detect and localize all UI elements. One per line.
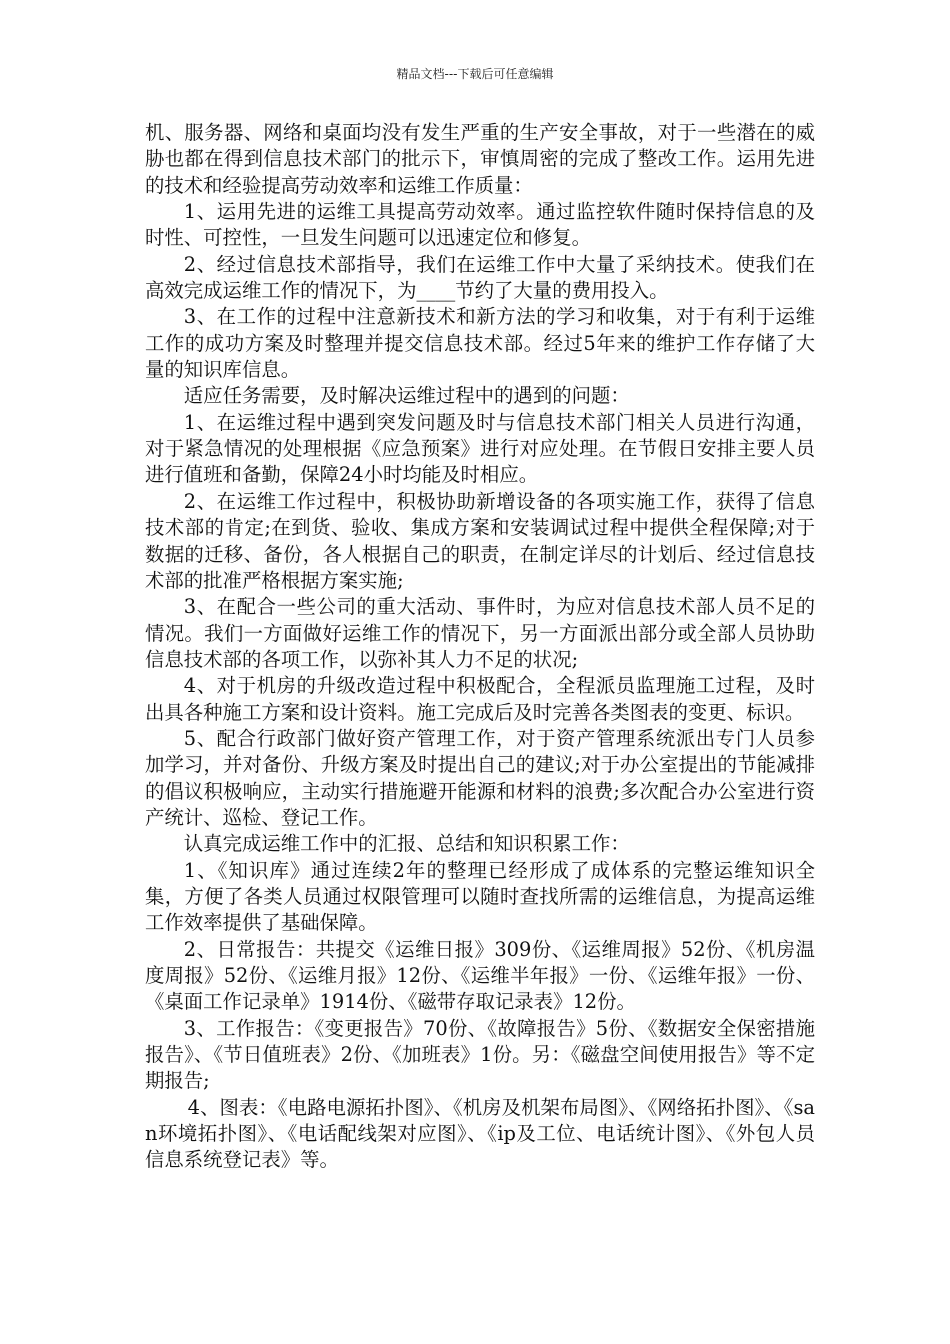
paragraph-item-asset-management: 5、配合行政部门做好资产管理工作，对于资产管理系统派出专门人员参加学习，并对备份、升级方案及时提出自己的建议;对于办公室提出的节能减排的倡议积极响应，主动实行措施避开能源和材料的浪费;多次配合办公室进行资产统计、巡检、登记工作。 [145, 726, 815, 829]
paragraph-item-guidance: 2、经过信息技术部指导，我们在运维工作中大量了采纳技术。使我们在高效完成运维工作的情况下，为____节约了大量的费用投入。 [145, 252, 815, 303]
paragraph-item-work-reports: 3、工作报告：《变更报告》70份、《故障报告》5份、《数据安全保密措施报告》、《节日值班表》2份、《加班表》1份。另：《磁盘空间使用报告》等不定期报告; [145, 1016, 815, 1093]
paragraph-item-daily-reports: 2、日常报告：共提交《运维日报》309份、《运维周报》52份、《机房温度周报》52份、《运维月报》12份、《运维半年报》一份、《运维年报》一份、《桌面工作记录单》1914份、《磁带存取记录表》12份。 [145, 937, 815, 1014]
header-text: 精品文档---下载后可任意编辑 [396, 67, 554, 81]
paragraph-item-new-equipment: 2、在运维工作过程中，积极协助新增设备的各项实施工作，获得了信息技术部的肯定;在到货、验收、集成方案和安装调试过程中提供全程保障;对于数据的迁移、备份，各人根据自己的职责，在制定详尽的计划后、经过信息技术部的批准严格根据方案实施; [145, 489, 815, 592]
paragraph-item-knowledge: 3、在工作的过程中注意新技术和新方法的学习和收集，对于有利于运维工作的成功方案及时整理并提交信息技术部。经过5年来的维护工作存储了大量的知识库信息。 [145, 305, 815, 382]
paragraph-item-emergency: 1、在运维过程中遇到突发问题及时与信息技术部门相关人员进行沟通，对于紧急情况的处理根据《应急预案》进行对应处理。在节假日安排主要人员进行值班和备勤，保障24小时均能及时相应。 [145, 410, 815, 487]
paragraph-item-charts: 4、图表：《电路电源拓扑图》、《机房及机架布局图》、《网络拓扑图》、《san环境拓扑图》、《电话配线架对应图》、《ip及工位、电话统计图》、《外包人员信息系统登记表》等。 [145, 1095, 815, 1172]
page-header [0, 66, 950, 82]
paragraph-item-machine-room: 4、对于机房的升级改造过程中积极配合，全程派员监理施工过程，及时出具各种施工方案和设计资料。施工完成后及时完善各类图表的变更、标识。 [145, 674, 815, 724]
paragraph-intro: 机、服务器、网络和桌面均没有发生严重的生产安全事故，对于一些潜在的威胁也都在得到信息技术部门的批示下，审慎周密的完成了整改工作。运用先进的技术和经验提高劳动效率和运维工作质量： [145, 121, 815, 197]
paragraph-item-tools: 1、运用先进的运维工具提高劳动效率。通过监控软件随时保持信息的及时性、可控性，一旦发生问题可以迅速定位和修复。 [145, 200, 815, 250]
document-body [145, 120, 815, 1174]
paragraph-item-knowledge-base: 1、《知识库》通过连续2年的整理已经形成了成体系的完整运维知识全集，方便了各类人员通过权限管理可以随时查找所需的运维信息，为提高运维工作效率提供了基础保障。 [145, 858, 815, 935]
section-heading-reporting: 认真完成运维工作中的汇报、总结和知识积累工作： [183, 832, 630, 856]
section-heading-problems: 适应任务需要，及时解决运维过程中的遇到的问题： [183, 384, 630, 408]
paragraph-item-major-events: 3、在配合一些公司的重大活动、事件时，为应对信息技术部人员不足的情况。我们一方面做好运维工作的情况下，另一方面派出部分或全部人员协助信息技术部的各项工作，以弥补其人力不足的状况; [145, 595, 815, 671]
